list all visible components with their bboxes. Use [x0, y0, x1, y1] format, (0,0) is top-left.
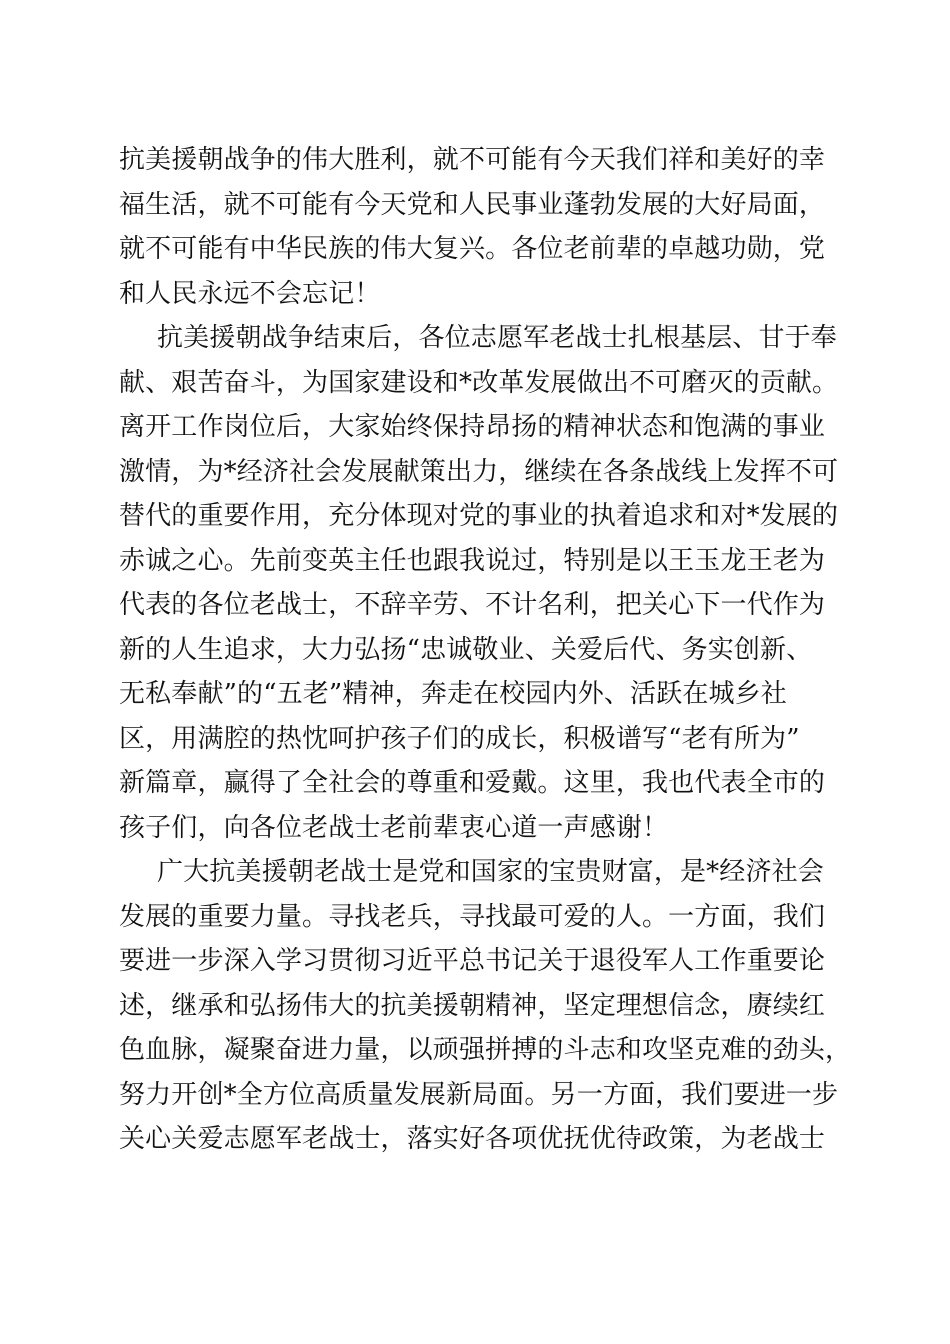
text-line: 关心关爱志愿军老战士，落实好各项优抚优待政策，为老战士 [119, 1124, 826, 1154]
document-body [119, 138, 852, 1162]
text-line: 献、艰苦奋斗，为国家建设和*改革发展做出不可磨灭的贡献。 [119, 367, 839, 398]
text-line: 述，继承和弘扬伟大的抗美援朝精神，坚定理想信念，赓续红 [119, 990, 826, 1021]
text-line: 抗美援朝战争的伟大胜利，就不可能有今天我们祥和美好的幸 [119, 145, 826, 175]
text-line: 新篇章，赢得了全社会的尊重和爱戴。这里，我也代表全市的 [119, 768, 826, 798]
text-line: 和人民永远不会忘记！ [119, 278, 381, 309]
text-line: 发展的重要力量。寻找老兵，寻找最可爱的人。一方面，我们 [119, 901, 826, 932]
text-line: 赤诚之心。先前变英主任也跟我说过，特别是以王玉龙王老为 [119, 545, 826, 576]
text-line: 福生活，就不可能有今天党和人民事业蓬勃发展的大好局面， [119, 189, 826, 220]
text-line: 要进一步深入学习贯彻习近平总书记关于退役军人工作重要论 [119, 946, 826, 976]
text-line: 无私奉献”的“五老”精神，奔走在校园内外、活跃在城乡社 [119, 679, 787, 709]
text-line: 新的人生追求，大力弘扬“忠诚敬业、关爱后代、务实创新、 [119, 634, 813, 665]
text-line: 替代的重要作用，充分体现对党的事业的执着追求和对*发展的 [119, 501, 839, 531]
paragraph-first-line: 抗美援朝战争结束后，各位志愿军老战士扎根基层、甘于奉 [157, 323, 837, 353]
text-line: 激情，为*经济社会发展献策出力，继续在各条战线上发挥不可 [119, 456, 839, 487]
text-line: 代表的各位老战士，不辞辛劳、不计名利，把关心下一代作为 [119, 590, 826, 620]
text-line: 孩子们，向各位老战士老前辈衷心道一声感谢！ [119, 812, 669, 843]
paragraph-first-line: 广大抗美援朝老战士是党和国家的宝贵财富，是*经济社会 [157, 857, 824, 887]
text-line: 区，用满腔的热忱呵护孩子们的成长，积极谱写“老有所为” [119, 723, 800, 754]
text-line: 努力开创*全方位高质量发展新局面。另一方面，我们要进一步 [119, 1079, 839, 1110]
text-line: 离开工作岗位后，大家始终保持昂扬的精神状态和饱满的事业 [119, 412, 826, 442]
text-line: 就不可能有中华民族的伟大复兴。各位老前辈的卓越功勋，党 [119, 234, 826, 264]
text-line: 色血脉，凝聚奋进力量，以顽强拼搏的斗志和攻坚克难的劲头， [119, 1035, 852, 1065]
